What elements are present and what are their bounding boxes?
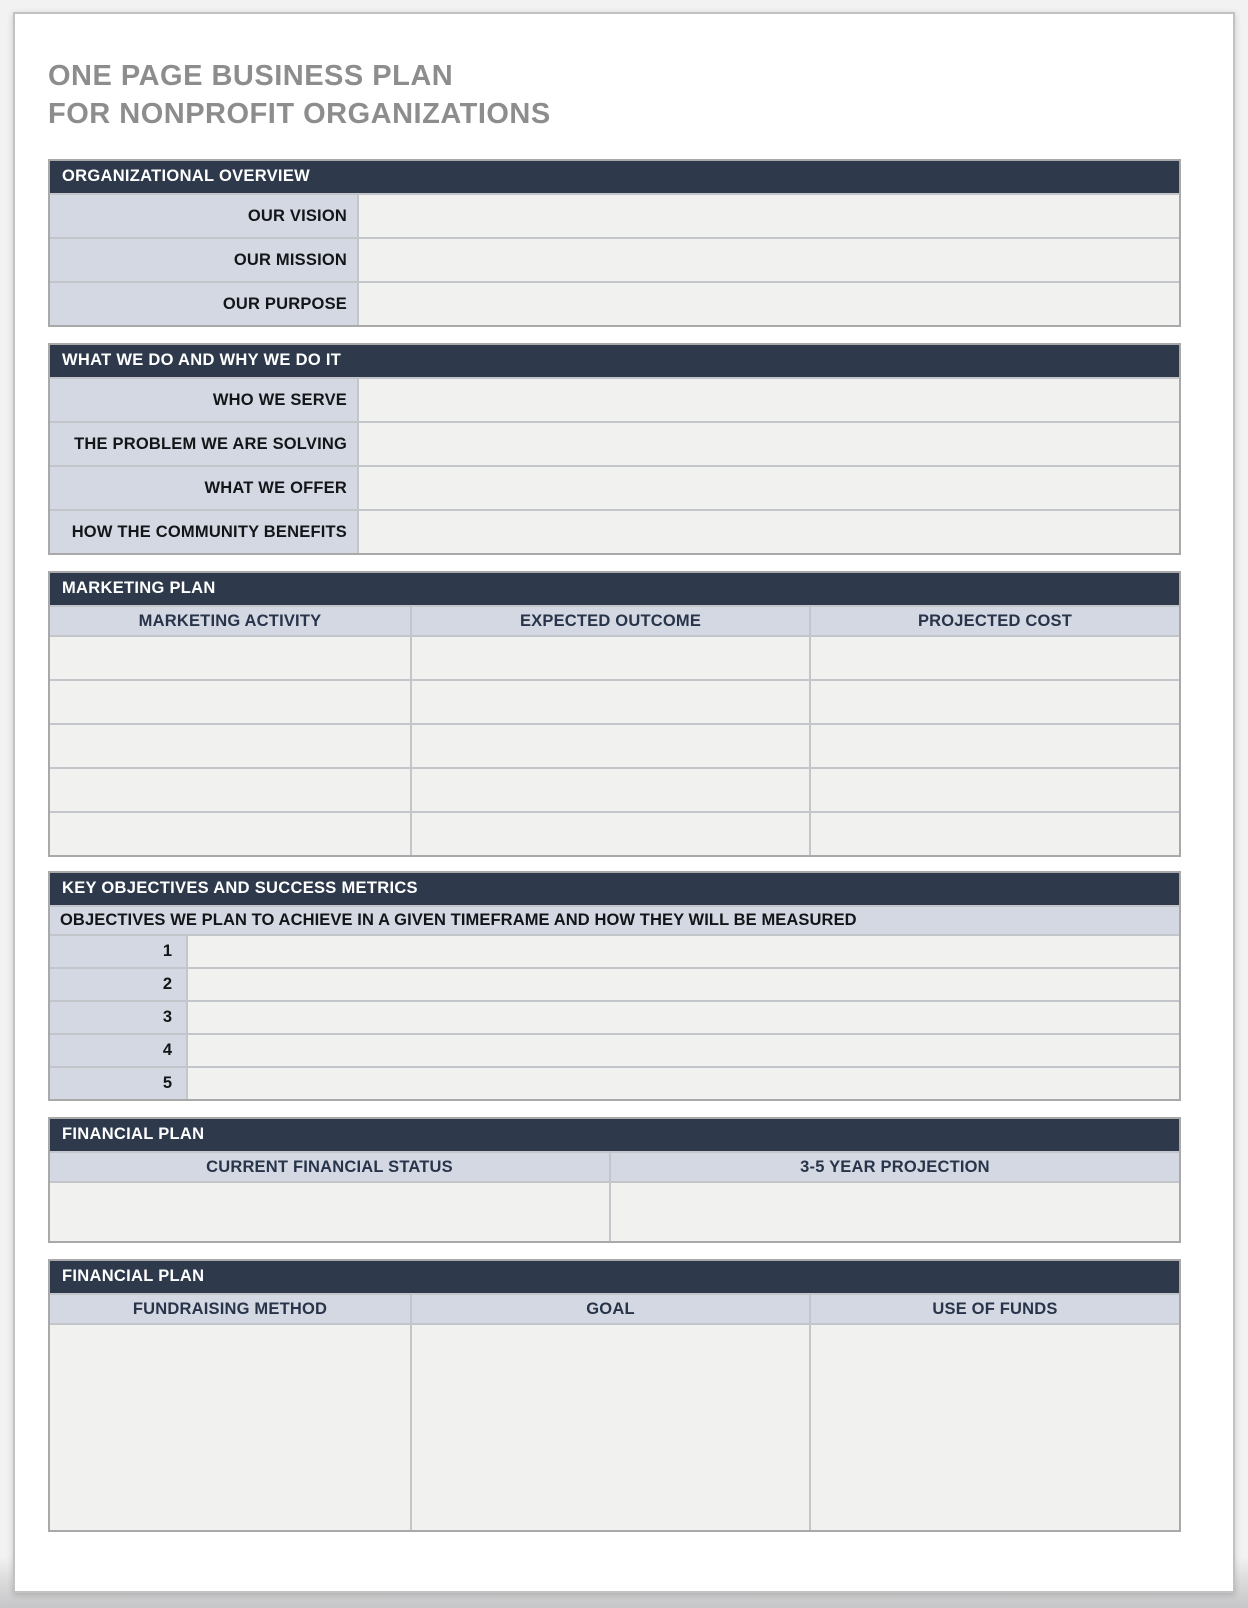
our-vision-label: OUR VISION xyxy=(50,195,357,237)
problem-we-are-solving-label: THE PROBLEM WE ARE SOLVING xyxy=(50,423,357,465)
section-heading-financial-plan-status: FINANCIAL PLAN xyxy=(50,1119,1179,1151)
who-we-serve-label: WHO WE SERVE xyxy=(50,379,357,421)
table-row xyxy=(50,421,1179,465)
our-mission-field[interactable] xyxy=(357,239,1179,281)
table-row xyxy=(50,1181,1179,1241)
projected-cost-field[interactable] xyxy=(809,769,1179,811)
section-financial-plan-status xyxy=(48,1117,1181,1243)
marketing-activity-column-header: MARKETING ACTIVITY xyxy=(50,607,410,635)
objective-2-field[interactable] xyxy=(186,969,1179,1000)
page-title-line1: ONE PAGE BUSINESS PLAN xyxy=(48,60,454,92)
year-projection-field[interactable] xyxy=(609,1183,1179,1241)
section-key-objectives xyxy=(48,871,1181,1101)
projected-cost-field[interactable] xyxy=(809,681,1179,723)
table-row xyxy=(50,1323,1179,1530)
use-of-funds-field[interactable] xyxy=(809,1325,1179,1530)
table-row xyxy=(50,281,1179,325)
our-vision-field[interactable] xyxy=(357,195,1179,237)
marketing-activity-field[interactable] xyxy=(50,637,410,679)
table-row xyxy=(50,723,1179,767)
use-of-funds-column-header: USE OF FUNDS xyxy=(809,1295,1179,1323)
marketing-activity-field[interactable] xyxy=(50,681,410,723)
what-we-offer-field[interactable] xyxy=(357,467,1179,509)
community-benefits-field[interactable] xyxy=(357,511,1179,553)
table-row xyxy=(50,767,1179,811)
table-row xyxy=(50,237,1179,281)
objective-4-field[interactable] xyxy=(186,1035,1179,1066)
our-purpose-field[interactable] xyxy=(357,283,1179,325)
community-benefits-label: HOW THE COMMUNITY BENEFITS xyxy=(50,511,357,553)
table-row xyxy=(50,377,1179,421)
projected-cost-field[interactable] xyxy=(809,813,1179,855)
what-we-offer-label: WHAT WE OFFER xyxy=(50,467,357,509)
current-financial-status-column-header: CURRENT FINANCIAL STATUS xyxy=(50,1153,609,1181)
table-row xyxy=(50,635,1179,679)
objective-3-field[interactable] xyxy=(186,1002,1179,1033)
section-heading-key-objectives: KEY OBJECTIVES AND SUCCESS METRICS xyxy=(50,873,1179,905)
goal-field[interactable] xyxy=(410,1325,809,1530)
who-we-serve-field[interactable] xyxy=(357,379,1179,421)
table-row xyxy=(50,1000,1179,1033)
objective-number: 3 xyxy=(50,1002,186,1033)
objective-5-field[interactable] xyxy=(186,1068,1179,1099)
table-row xyxy=(50,679,1179,723)
page-content xyxy=(15,14,1233,1532)
year-projection-column-header: 3-5 YEAR PROJECTION xyxy=(609,1153,1179,1181)
expected-outcome-field[interactable] xyxy=(410,813,809,855)
expected-outcome-field[interactable] xyxy=(410,769,809,811)
table-row xyxy=(50,509,1179,553)
section-financial-plan-fundraising xyxy=(48,1259,1181,1532)
fundraising-method-field[interactable] xyxy=(50,1325,410,1530)
section-what-we-do xyxy=(48,343,1181,555)
projected-cost-field[interactable] xyxy=(809,637,1179,679)
fundraising-method-column-header: FUNDRAISING METHOD xyxy=(50,1295,410,1323)
section-marketing-plan xyxy=(48,571,1181,857)
expected-outcome-column-header: EXPECTED OUTCOME xyxy=(410,607,809,635)
expected-outcome-field[interactable] xyxy=(410,681,809,723)
objective-1-field[interactable] xyxy=(186,936,1179,967)
expected-outcome-field[interactable] xyxy=(410,637,809,679)
column-header-row xyxy=(50,1151,1179,1181)
table-row xyxy=(50,1033,1179,1066)
marketing-activity-field[interactable] xyxy=(50,813,410,855)
table-row xyxy=(50,465,1179,509)
projected-cost-column-header: PROJECTED COST xyxy=(809,607,1179,635)
objective-number: 1 xyxy=(50,936,186,967)
section-heading-financial-plan-fundraising: FINANCIAL PLAN xyxy=(50,1261,1179,1293)
objective-number: 4 xyxy=(50,1035,186,1066)
section-organizational-overview xyxy=(48,159,1181,327)
goal-column-header: GOAL xyxy=(410,1295,809,1323)
page-title-line2: FOR NONPROFIT ORGANIZATIONS xyxy=(48,98,551,130)
table-row xyxy=(50,967,1179,1000)
objective-number: 2 xyxy=(50,969,186,1000)
section-heading-what-we-do: WHAT WE DO AND WHY WE DO IT xyxy=(50,345,1179,377)
expected-outcome-field[interactable] xyxy=(410,725,809,767)
document-page xyxy=(13,12,1235,1593)
table-row xyxy=(50,1066,1179,1099)
our-purpose-label: OUR PURPOSE xyxy=(50,283,357,325)
current-financial-status-field[interactable] xyxy=(50,1183,609,1241)
section-heading-organizational-overview: ORGANIZATIONAL OVERVIEW xyxy=(50,161,1179,193)
section-heading-marketing-plan: MARKETING PLAN xyxy=(50,573,1179,605)
table-row xyxy=(50,811,1179,855)
objectives-subheading: OBJECTIVES WE PLAN TO ACHIEVE IN A GIVEN TIMEFRAME AND HOW THEY WILL BE MEASURED xyxy=(50,905,1179,934)
marketing-activity-field[interactable] xyxy=(50,725,410,767)
problem-we-are-solving-field[interactable] xyxy=(357,423,1179,465)
table-row xyxy=(50,193,1179,237)
projected-cost-field[interactable] xyxy=(809,725,1179,767)
column-header-row xyxy=(50,1293,1179,1323)
our-mission-label: OUR MISSION xyxy=(50,239,357,281)
marketing-activity-field[interactable] xyxy=(50,769,410,811)
column-header-row xyxy=(50,605,1179,635)
objective-number: 5 xyxy=(50,1068,186,1099)
page-title xyxy=(48,57,1181,133)
table-row xyxy=(50,934,1179,967)
